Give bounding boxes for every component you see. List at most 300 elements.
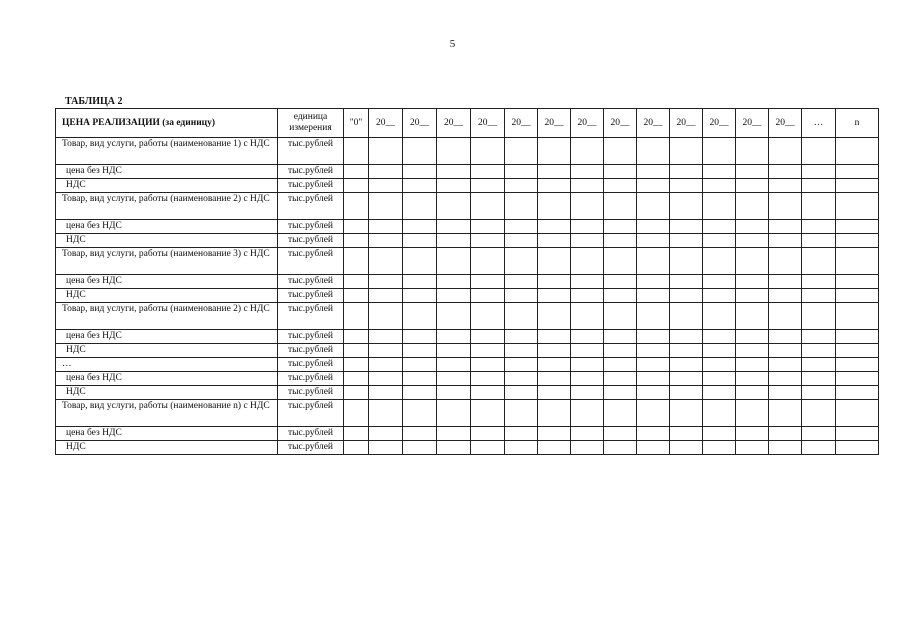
value-cell [571,289,604,303]
value-cell [769,372,802,386]
value-cell [637,275,670,289]
row-unit: тыс.рублей [278,344,344,358]
value-cell [471,386,505,400]
value-cell [403,330,437,344]
value-cell [670,289,703,303]
value-cell [403,179,437,193]
value-cell [369,179,403,193]
value-cell [836,289,879,303]
value-cell [571,358,604,372]
row-unit: тыс.рублей [278,330,344,344]
value-cell [538,275,571,289]
value-cell [403,275,437,289]
value-cell [344,165,369,179]
value-cell [736,386,769,400]
value-cell [471,165,505,179]
value-cell [802,234,836,248]
value-cell [505,179,538,193]
value-cell [703,220,736,234]
value-cell [769,303,802,330]
value-cell [670,330,703,344]
value-cell [369,303,403,330]
value-cell [571,344,604,358]
value-cell [703,344,736,358]
value-cell [604,441,637,455]
value-cell [437,303,471,330]
value-cell [538,248,571,275]
value-cell [836,248,879,275]
table-row [56,344,879,358]
header-period: 20__ [369,109,403,138]
value-cell [403,372,437,386]
table-header-row [56,109,879,138]
header-period: 20__ [505,109,538,138]
row-name: НДС [56,289,278,303]
value-cell [538,386,571,400]
value-cell [802,427,836,441]
value-cell [604,400,637,427]
value-cell [736,344,769,358]
value-cell [802,330,836,344]
value-cell [369,358,403,372]
value-cell [836,303,879,330]
value-cell [369,289,403,303]
value-cell [369,372,403,386]
table-row [56,234,879,248]
value-cell [637,248,670,275]
value-cell [471,303,505,330]
value-cell [736,303,769,330]
value-cell [538,138,571,165]
row-unit: тыс.рублей [278,358,344,372]
value-cell [802,220,836,234]
value-cell [369,386,403,400]
value-cell [369,330,403,344]
value-cell [403,289,437,303]
header-period: 20__ [604,109,637,138]
value-cell [403,344,437,358]
value-cell [604,275,637,289]
value-cell [836,234,879,248]
value-cell [604,165,637,179]
page-number: 5 [449,38,456,50]
row-unit: тыс.рублей [278,441,344,455]
header-period: … [802,109,836,138]
value-cell [505,275,538,289]
value-cell [437,248,471,275]
value-cell [637,193,670,220]
value-cell [571,330,604,344]
value-cell [703,303,736,330]
value-cell [802,344,836,358]
table-row [56,330,879,344]
value-cell [637,303,670,330]
value-cell [637,179,670,193]
table-row [56,138,879,165]
value-cell [403,138,437,165]
value-cell [736,289,769,303]
row-unit: тыс.рублей [278,234,344,248]
value-cell [736,441,769,455]
value-cell [369,138,403,165]
value-cell [571,386,604,400]
value-cell [637,427,670,441]
value-cell [670,138,703,165]
value-cell [403,441,437,455]
value-cell [505,220,538,234]
value-cell [505,372,538,386]
row-unit: тыс.рублей [278,289,344,303]
value-cell [802,289,836,303]
value-cell [471,289,505,303]
row-name: Товар, вид услуги, работы (наименование 3) с НДС [56,248,278,275]
header-period: n [836,109,879,138]
value-cell [836,386,879,400]
value-cell [769,179,802,193]
value-cell [637,220,670,234]
value-cell [769,330,802,344]
value-cell [571,400,604,427]
row-unit: тыс.рублей [278,372,344,386]
value-cell [802,358,836,372]
value-cell [637,372,670,386]
header-name: ЦЕНА РЕАЛИЗАЦИИ (за единицу) [56,109,278,138]
value-cell [769,234,802,248]
table-body [56,138,879,455]
table-row [56,248,879,275]
value-cell [802,372,836,386]
value-cell [471,427,505,441]
value-cell [604,372,637,386]
value-cell [836,427,879,441]
value-cell [471,220,505,234]
value-cell [769,441,802,455]
row-name: цена без НДС [56,330,278,344]
value-cell [670,427,703,441]
value-cell [703,248,736,275]
row-name: НДС [56,344,278,358]
value-cell [538,165,571,179]
value-cell [769,427,802,441]
value-cell [505,234,538,248]
value-cell [344,289,369,303]
value-cell [437,344,471,358]
value-cell [505,193,538,220]
value-cell [836,344,879,358]
table-row [56,400,879,427]
value-cell [505,303,538,330]
value-cell [344,303,369,330]
value-cell [703,441,736,455]
table-row [56,386,879,400]
table-row [56,165,879,179]
value-cell [836,372,879,386]
value-cell [703,358,736,372]
row-unit: тыс.рублей [278,165,344,179]
value-cell [637,165,670,179]
value-cell [369,220,403,234]
value-cell [403,193,437,220]
value-cell [403,165,437,179]
value-cell [736,179,769,193]
value-cell [369,275,403,289]
value-cell [703,138,736,165]
value-cell [505,358,538,372]
value-cell [703,330,736,344]
value-cell [437,275,471,289]
value-cell [505,248,538,275]
value-cell [538,234,571,248]
value-cell [637,289,670,303]
value-cell [637,358,670,372]
value-cell [571,372,604,386]
value-cell [736,330,769,344]
row-unit: тыс.рублей [278,220,344,234]
price-table [55,108,879,455]
row-name: цена без НДС [56,372,278,386]
value-cell [670,193,703,220]
value-cell [369,165,403,179]
value-cell [736,248,769,275]
value-cell [538,220,571,234]
table-row [56,220,879,234]
value-cell [637,400,670,427]
value-cell [604,138,637,165]
value-cell [471,400,505,427]
value-cell [836,220,879,234]
value-cell [538,358,571,372]
row-unit: тыс.рублей [278,275,344,289]
value-cell [571,138,604,165]
value-cell [769,220,802,234]
value-cell [344,441,369,455]
header-period: "0" [344,109,369,138]
value-cell [571,234,604,248]
value-cell [344,179,369,193]
value-cell [344,193,369,220]
value-cell [769,400,802,427]
value-cell [670,386,703,400]
value-cell [538,344,571,358]
value-cell [836,330,879,344]
value-cell [802,275,836,289]
value-cell [670,358,703,372]
value-cell [403,400,437,427]
table-row [56,372,879,386]
value-cell [471,275,505,289]
row-unit: тыс.рублей [278,179,344,193]
value-cell [836,165,879,179]
value-cell [471,193,505,220]
table-row [56,303,879,330]
value-cell [802,193,836,220]
value-cell [369,427,403,441]
row-name: цена без НДС [56,275,278,289]
value-cell [802,441,836,455]
row-unit: тыс.рублей [278,400,344,427]
value-cell [344,248,369,275]
value-cell [703,289,736,303]
value-cell [538,193,571,220]
table-row [56,179,879,193]
value-cell [369,234,403,248]
value-cell [369,248,403,275]
value-cell [471,330,505,344]
table-row [56,289,879,303]
value-cell [471,441,505,455]
value-cell [736,138,769,165]
value-cell [344,372,369,386]
value-cell [802,400,836,427]
value-cell [505,330,538,344]
header-unit: единица измерения [278,109,344,138]
header-period: 20__ [703,109,736,138]
value-cell [538,289,571,303]
value-cell [571,179,604,193]
row-name: Товар, вид услуги, работы (наименование 2) с НДС [56,193,278,220]
value-cell [637,344,670,358]
value-cell [437,220,471,234]
value-cell [604,358,637,372]
value-cell [604,220,637,234]
value-cell [437,165,471,179]
value-cell [637,441,670,455]
value-cell [369,441,403,455]
value-cell [344,220,369,234]
value-cell [670,179,703,193]
value-cell [703,372,736,386]
value-cell [836,193,879,220]
value-cell [505,165,538,179]
row-unit: тыс.рублей [278,427,344,441]
row-name: НДС [56,386,278,400]
value-cell [471,372,505,386]
header-period: 20__ [736,109,769,138]
value-cell [471,358,505,372]
header-period: 20__ [637,109,670,138]
row-name: цена без НДС [56,427,278,441]
value-cell [437,138,471,165]
header-period: 20__ [769,109,802,138]
value-cell [736,427,769,441]
row-unit: тыс.рублей [278,193,344,220]
row-name: НДС [56,441,278,455]
value-cell [344,275,369,289]
header-period: 20__ [538,109,571,138]
value-cell [604,289,637,303]
value-cell [344,344,369,358]
value-cell [802,248,836,275]
value-cell [505,386,538,400]
value-cell [538,303,571,330]
value-cell [471,179,505,193]
value-cell [637,386,670,400]
header-period: 20__ [471,109,505,138]
value-cell [437,441,471,455]
value-cell [802,165,836,179]
value-cell [703,193,736,220]
value-cell [736,165,769,179]
value-cell [344,427,369,441]
value-cell [505,441,538,455]
value-cell [437,289,471,303]
value-cell [437,400,471,427]
value-cell [437,193,471,220]
value-cell [437,386,471,400]
value-cell [670,220,703,234]
value-cell [736,275,769,289]
value-cell [836,179,879,193]
row-unit: тыс.рублей [278,386,344,400]
value-cell [736,193,769,220]
value-cell [703,165,736,179]
value-cell [703,386,736,400]
value-cell [471,138,505,165]
value-cell [670,441,703,455]
table-caption: ТАБЛИЦА 2 [65,96,123,107]
value-cell [571,427,604,441]
value-cell [769,344,802,358]
value-cell [538,372,571,386]
value-cell [403,220,437,234]
value-cell [769,289,802,303]
value-cell [637,330,670,344]
row-name: НДС [56,234,278,248]
value-cell [769,193,802,220]
table-row [56,275,879,289]
table-row [56,441,879,455]
value-cell [769,358,802,372]
value-cell [571,193,604,220]
value-cell [637,234,670,248]
value-cell [604,234,637,248]
value-cell [670,275,703,289]
value-cell [403,248,437,275]
row-name: … [56,358,278,372]
value-cell [344,400,369,427]
row-unit: тыс.рублей [278,248,344,275]
value-cell [769,248,802,275]
value-cell [505,400,538,427]
value-cell [437,179,471,193]
header-period: 20__ [403,109,437,138]
value-cell [802,386,836,400]
value-cell [369,400,403,427]
value-cell [471,344,505,358]
value-cell [571,165,604,179]
row-name: цена без НДС [56,165,278,179]
value-cell [769,386,802,400]
value-cell [703,179,736,193]
value-cell [604,386,637,400]
value-cell [637,138,670,165]
value-cell [604,193,637,220]
value-cell [538,330,571,344]
value-cell [670,344,703,358]
value-cell [836,358,879,372]
value-cell [437,358,471,372]
value-cell [736,358,769,372]
value-cell [604,248,637,275]
value-cell [703,427,736,441]
value-cell [802,303,836,330]
value-cell [836,400,879,427]
value-cell [403,234,437,248]
value-cell [437,330,471,344]
value-cell [836,275,879,289]
value-cell [344,330,369,344]
value-cell [538,400,571,427]
